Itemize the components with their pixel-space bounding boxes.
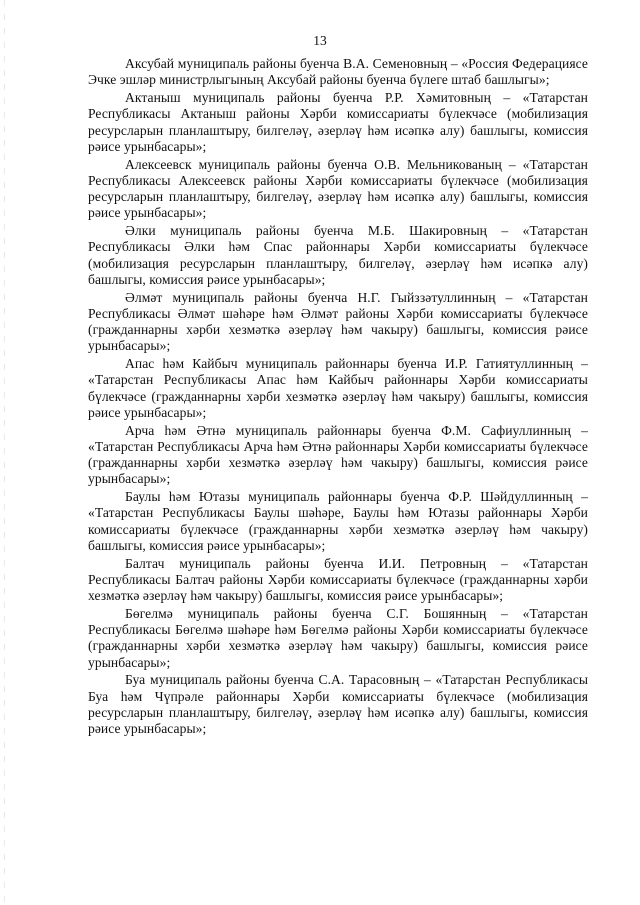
paragraph-bua: Буа муниципаль районы буенча С.А. Тарасовның – «Татарстан Республикасы Буа һәм Чүпрәле районнары Хәрби комиссариаты бүлекчәсе (мобилизация ресурсларын планлаштыру, билгеләү, әзерләү һәм исәпкә алу) башлыгы, комиссия рәисе урынбасары»; xyxy=(88,672,588,736)
paragraph-bugulma: Бөгелмә муниципаль районы буенча С.Г. Бошянның – «Татарстан Республикасы Бөгелмә шәһәре һәм Бөгелмә районы Хәрби комиссариаты бүлекчәсе (гражданнарны хәрби хезмәткә әзерләү һәм чакыру) башлыгы, комиссия рәисе урынбасары»; xyxy=(88,605,588,670)
paragraph-alekseevsk: Алексеевск муниципаль районы буенча О.В. Мельникованың – «Татарстан Республикасы Алексеевск районы Хәрби комиссариаты бүлекчәсе (мобилизация ресурсларын планлаштыру, билгеләү, әзерләү һәм исәпкә алу) башлыгы, комиссия рәисе урынбасары»; xyxy=(88,156,588,221)
paragraph-apas-kaybych: Апас һәм Кайбыч муниципаль районнары буенча И.Р. Гатиятуллинның – «Татарстан Республикасы Апас һәм Кайбыч районнары Хәрби комиссариаты бүлекчәсе (гражданнарны хәрби хезмәткә әзерләү һәм чакыру) башлыгы, комиссия рәисе урынбасары»; xyxy=(88,356,588,420)
paragraph-alki: Әлки муниципаль районы буенча М.Б. Шакировның – «Татарстан Республикасы Әлки һәм Спас районнары Хәрби комиссариаты бүлекчәсе (мобилизация ресурсларын планлаштыру, билгеләү, әзерләү һәм исәпкә алу) башлыгы, комиссия рәисе урынбасары»; xyxy=(88,223,588,287)
paragraph-almet: Әлмәт муниципаль районы буенча Н.Г. Гыйззәтуллинның – «Татарстан Республикасы Әлмәт шәһәре һәм Әлмәт районы Хәрби комиссариаты бүлекчәсе (гражданнарны хәрби хезмәткә әзерләү һәм чакыру) башлыгы, комиссия рәисе урынбасары»; xyxy=(88,289,588,354)
paragraph-bauly-yutazy: Баулы һәм Ютазы муниципаль районнары буенча Ф.Р. Шәйдуллинның – «Татарстан Республикасы Баулы шәһәре, Баулы һәм Ютазы районнары Хәрби комиссариаты бүлекчәсе (гражданнарны хәрби хезмәткә әзерләү һәм чакыру) башлыгы, комиссия рәисе урынбасары»; xyxy=(88,489,588,553)
paragraph-aktanysh: Актаныш муниципаль районы буенча Р.Р. Хәмитовның – «Татарстан Республикасы Актаныш районы Хәрби комиссариаты бүлекчәсе (мобилизация ресурсларын планлаштыру, билгеләү, әзерләү һәм исәпкә алу) башлыгы, комиссия рәисе урынбасары»; xyxy=(88,90,588,154)
paragraph-archa-atna: Арча һәм Әтнә муниципаль районнары буенча Ф.М. Сафиуллинның – «Татарстан Республикасы Арча һәм Әтнә районнары Хәрби комиссариаты бүлекчәсе (гражданнарны хәрби хезмәткә әзерләү һәм чакыру) башлыгы, комиссия рәисе урынбасары»; xyxy=(88,422,588,487)
page-number: 13 xyxy=(313,33,327,48)
scan-edge-marks xyxy=(4,0,5,905)
document-body xyxy=(88,56,588,739)
paragraph-baltach: Балтач муниципаль районы буенча И.И. Петровның – «Татарстан Республикасы Балтач районы Хәрби комиссариаты бүлекчәсе (гражданнарны хәрби хезмәткә әзерләү һәм чакыру) башлыгы, комиссия рәисе урынбасары»; xyxy=(88,555,588,603)
paragraph-aksubay: Аксубай муниципаль районы буенча В.А. Семеновның – «Россия Федерациясе Эчке эшләр министрлыгының Аксубай районы буенча бүлеге штаб башлыгы»; xyxy=(88,56,588,88)
